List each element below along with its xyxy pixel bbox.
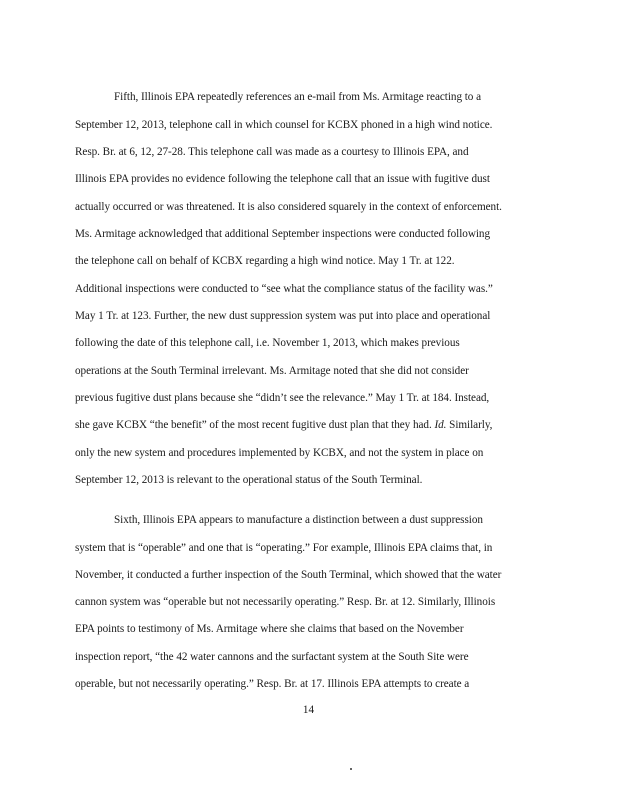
paragraph-fifth-line-11: operations at the South Terminal irrelevant. Ms. Armitage noted that she did not consider: [75, 365, 469, 377]
paragraph-fifth-line-2: September 12, 2013, telephone call in which counsel for KCBX phoned in a high wind notice.: [75, 119, 493, 131]
paragraph-fifth-line-7: the telephone call on behalf of KCBX regarding a high wind notice. May 1 Tr. at 122.: [75, 255, 455, 267]
paragraph-fifth-line-1: Fifth, Illinois EPA repeatedly references an e-mail from Ms. Armitage reacting to a: [114, 91, 481, 103]
id-citation: Id.: [434, 419, 447, 431]
paragraph-sixth-line-6: inspection report, “the 42 water cannons and the surfactant system at the South Site were: [75, 651, 469, 663]
paragraph-fifth-line-12: previous fugitive dust plans because she “didn’t see the relevance.” May 1 Tr. at 184. Instead,: [75, 392, 490, 404]
line-13-tail: Similarly,: [446, 419, 493, 431]
paragraph-fifth-line-14: only the new system and procedures implemented by KCBX, and not the system in place on: [75, 447, 484, 459]
paragraph-fifth-line-8: Additional inspections were conducted to “see what the compliance status of the facility was.”: [75, 283, 493, 295]
paragraph-fifth-line-9: May 1 Tr. at 123. Further, the new dust suppression system was put into place and operational: [75, 310, 491, 322]
paragraph-sixth-line-5: EPA points to testimony of Ms. Armitage where she claims that based on the November: [75, 623, 464, 635]
paragraph-fifth-line-4: Illinois EPA provides no evidence following the telephone call that an issue with fugitive dust: [75, 173, 490, 185]
paragraph-fifth-line-10: following the date of this telephone call, i.e. November 1, 2013, which makes previous: [75, 337, 460, 349]
paragraph-fifth-line-3: Resp. Br. at 6, 12, 27-28. This telephone call was made as a courtesy to Illinois EPA, and: [75, 146, 469, 158]
page-number: 14: [302, 704, 315, 716]
paragraph-sixth-line-2: system that is “operable” and one that is “operating.” For example, Illinois EPA claims that, in: [75, 542, 493, 554]
scan-speck: [350, 768, 352, 770]
paragraph-fifth-line-13: [75, 418, 492, 432]
paragraph-sixth-line-1: Sixth, Illinois EPA appears to manufacture a distinction between a dust suppression: [114, 514, 483, 526]
paragraph-fifth-line-6: Ms. Armitage acknowledged that additional September inspections were conducted following: [75, 228, 491, 240]
line-13-text: she gave KCBX “the benefit” of the most recent fugitive dust plan that they had.: [75, 419, 435, 431]
paragraph-sixth-line-7: operable, but not necessarily operating.” Resp. Br. at 17. Illinois EPA attempts to create a: [75, 678, 470, 690]
paragraph-fifth-line-15: September 12, 2013 is relevant to the operational status of the South Terminal.: [75, 474, 423, 486]
paragraph-fifth-line-5: actually occurred or was threatened. It is also considered squarely in the context of enforcement.: [75, 201, 502, 213]
paragraph-sixth-line-3: November, it conducted a further inspection of the South Terminal, which showed that the water: [75, 569, 502, 581]
paragraph-sixth-line-4: cannon system was “operable but not necessarily operating.” Resp. Br. at 12. Similarly, Illinois: [75, 596, 496, 608]
